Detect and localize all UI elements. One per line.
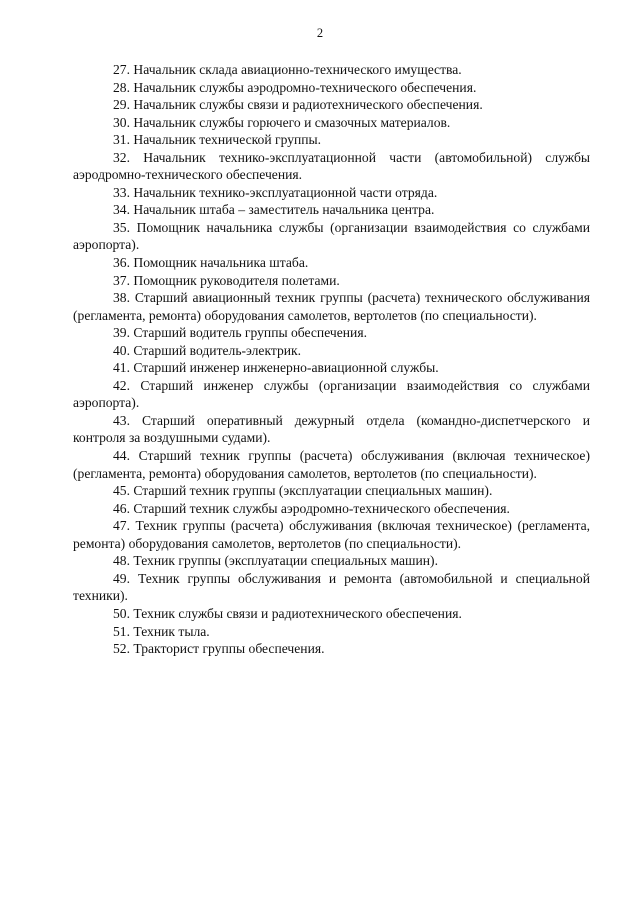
item-text: Тракторист группы обеспечения. [133,641,325,657]
item-number: 50. [113,605,130,621]
item-number: 42. [113,377,130,393]
item-text: Техник службы связи и радиотехнического обеспечения. [133,605,462,621]
list-item [73,517,590,552]
item-text: Начальник технико-эксплуатационной части отряда. [133,184,438,200]
item-text: Техник группы (расчета) обслуживания (включая техническое) (регламента, ремонта) оборудования самолетов, вертолетов (по специальности). [73,518,591,551]
item-text: Старший техник группы (расчета) обслуживания (включая техническое) (регламента, ремонта) оборудования самолетов, вертолетов (по специальности). [73,448,590,481]
item-text: Старший водитель группы обеспечения. [133,325,367,341]
item-number: 31. [113,132,130,148]
item-text: Помощник руководителя полетами. [133,272,340,288]
item-number: 40. [113,342,130,358]
item-number: 28. [113,79,130,95]
list-item [73,570,590,605]
item-text: Техник тыла. [133,623,210,639]
item-text: Начальник службы связи и радиотехнического обеспечения. [133,97,483,113]
list-item [73,149,590,184]
list-item [73,61,590,79]
list-item [73,359,590,377]
list-item [73,412,590,447]
item-number: 51. [113,623,130,639]
list-item [73,96,590,114]
item-number: 33. [113,184,130,200]
list-item [73,184,590,202]
item-number: 46. [113,500,130,516]
item-text: Старший инженер инженерно-авиационной службы. [133,360,439,376]
list-item [73,342,590,360]
item-text: Помощник начальника штаба. [133,255,309,271]
list-item [73,272,590,290]
item-number: 29. [113,97,130,113]
list-item [73,623,590,641]
item-number: 43. [113,412,130,428]
list-item [73,605,590,623]
item-text: Начальник склада авиационно-технического имущества. [133,62,462,77]
item-text: Старший техник группы (эксплуатации специальных машин). [133,483,493,499]
item-number: 44. [113,448,130,464]
list-item [73,447,590,482]
item-number: 38. [113,290,130,306]
list-item [73,377,590,412]
item-number: 32. [113,149,130,165]
item-text: Помощник начальника службы (организации взаимодействия со службами аэропорта). [73,219,590,253]
page-number: 2 [316,26,324,40]
item-text: Начальник службы аэродромно-технического обеспечения. [133,79,477,95]
item-number: 27. [113,62,130,77]
list-item [73,201,590,219]
item-number: 34. [113,202,130,218]
item-number: 36. [113,255,130,271]
item-number: 52. [113,641,130,657]
list-item [73,131,590,149]
position-list [73,61,590,658]
list-item [73,324,590,342]
item-number: 47. [113,518,130,534]
item-text: Старший водитель-электрик. [133,342,302,358]
item-text: Начальник службы горючего и смазочных материалов. [133,114,451,130]
item-text: Старший техник службы аэродромно-технического обеспечения. [133,500,510,516]
item-text: Техник группы (эксплуатации специальных машин). [133,553,438,569]
item-text: Начальник штаба – заместитель начальника центра. [133,202,435,218]
list-item [73,254,590,272]
item-text: Старший инженер службы (организации взаимодействия со службами аэропорта). [73,377,590,411]
item-text: Начальник технико-эксплуатационной части (автомобильной) службы аэродромно-технического обеспечения. [73,149,590,183]
list-item [73,500,590,518]
item-text: Начальник технической группы. [133,132,322,148]
item-text: Техник группы обслуживания и ремонта (автомобильной и специальной техники). [73,570,590,604]
item-number: 30. [113,114,130,130]
item-number: 45. [113,483,130,499]
list-item [73,289,590,324]
item-text: Старший оперативный дежурный отдела (командно-диспетчерского и контроля за воздушными судами). [73,412,590,446]
list-item [73,219,590,254]
item-number: 35. [113,219,130,235]
item-number: 41. [113,360,130,376]
list-item [73,114,590,132]
item-text: Старший авиационный техник группы (расчета) технического обслуживания (регламента, ремонта) оборудования самолетов, вертолетов (по специальности). [73,290,590,323]
list-item [73,552,590,570]
item-number: 48. [113,553,130,569]
item-number: 39. [113,325,130,341]
item-number: 37. [113,272,130,288]
list-item [73,482,590,500]
item-number: 49. [113,570,130,586]
list-item [73,79,590,97]
list-item [73,640,590,658]
